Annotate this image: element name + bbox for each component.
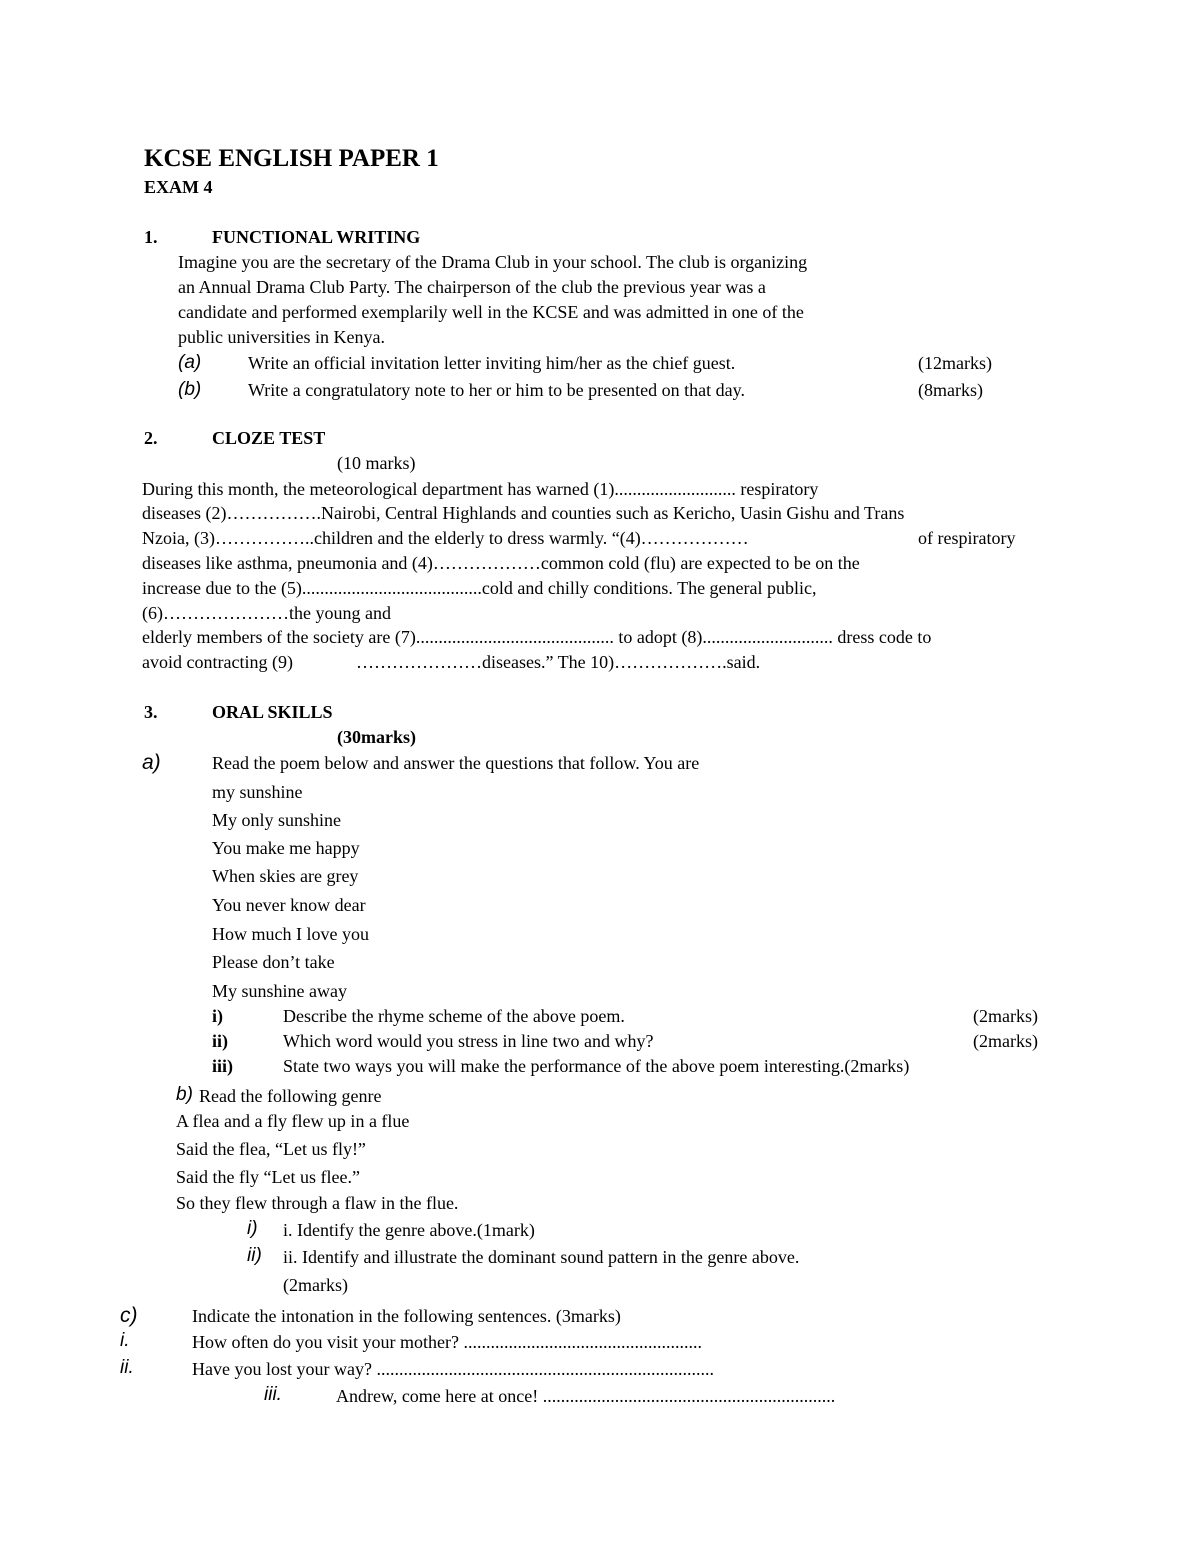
q3a-question-text: Which word would you stress in line two and why? — [283, 1031, 654, 1051]
poem-line: My sunshine away — [212, 981, 347, 1001]
cloze-line: …………………diseases.” The 10)……………….said. — [356, 652, 761, 672]
q3a-question-number: iii) — [212, 1056, 233, 1076]
poem-line: You make me happy — [212, 838, 360, 858]
cloze-line: diseases like asthma, pneumonia and (4)………………common cold (flu) are expected to be on the — [142, 553, 860, 573]
q1b-text: Write a congratulatory note to her or him to be presented on that day. — [248, 380, 745, 400]
poem-line: When skies are grey — [212, 866, 359, 886]
q3b-question-label: i) — [247, 1218, 258, 1239]
q3c-intro: Indicate the intonation in the following sentences. (3marks) — [192, 1306, 621, 1326]
genre-line: Said the flea, “Let us fly!” — [176, 1139, 366, 1159]
cloze-line: of respiratory — [918, 528, 1016, 548]
genre-line: So they flew through a flaw in the flue. — [176, 1193, 459, 1213]
exam-number: EXAM 4 — [144, 177, 213, 197]
q3a-label: a) — [142, 751, 161, 774]
poem-line: How much I love you — [212, 924, 369, 944]
q3c-item-text: Andrew, come here at once! ................................................................. — [336, 1386, 836, 1406]
q3a-question-text: Describe the rhyme scheme of the above poem. — [283, 1006, 625, 1026]
poem-line: You never know dear — [212, 895, 366, 915]
q3a-question-number: ii) — [212, 1031, 228, 1051]
q1b-label: (b) — [178, 379, 202, 400]
q1-text-line: Imagine you are the secretary of the Drama Club in your school. The club is organizing — [178, 252, 808, 272]
poem-line: My only sunshine — [212, 810, 342, 830]
cloze-line: avoid contracting (9) — [142, 652, 293, 672]
q3c-item-label: ii. — [120, 1357, 134, 1378]
cloze-line: diseases (2)…………….Nairobi, Central Highlands and counties such as Kericho, Uasin Gishu and Trans — [142, 503, 905, 523]
q1-number: 1. — [144, 227, 158, 247]
q3b-question-text: ii. Identify and illustrate the dominant sound pattern in the genre above. — [283, 1247, 800, 1267]
q1a-text: Write an official invitation letter inviting him/her as the chief guest. — [248, 353, 736, 373]
q1-heading: FUNCTIONAL WRITING — [212, 227, 421, 247]
q2-heading: CLOZE TEST — [212, 428, 326, 448]
cloze-line: During this month, the meteorological department has warned (1)........................... respiratory — [142, 479, 819, 499]
q1a-marks: (12marks) — [918, 353, 992, 373]
q3b-question-label: ii) — [247, 1245, 262, 1266]
cloze-line: Nzoia, (3)……………..children and the elderly to dress warmly. “(4)……………… — [142, 528, 749, 548]
q2-marks: (10 marks) — [337, 453, 416, 473]
q3a-question-marks: (2marks) — [973, 1006, 1038, 1026]
q3c-item-label: iii. — [264, 1384, 282, 1405]
q3a-question-number: i) — [212, 1006, 223, 1026]
q3b-label: b) — [176, 1084, 193, 1105]
q3b-marks: (2marks) — [283, 1275, 348, 1295]
q1-text-line: an Annual Drama Club Party. The chairperson of the club the previous year was a — [178, 277, 766, 297]
genre-line: A flea and a fly flew up in a flue — [176, 1111, 410, 1131]
q1b-marks: (8marks) — [918, 380, 983, 400]
q3b-intro: Read the following genre — [199, 1086, 382, 1106]
q3a-intro: Read the poem below and answer the questions that follow. You are — [212, 753, 700, 773]
q1-text-line: candidate and performed exemplarily well in the KCSE and was admitted in one of the — [178, 302, 804, 322]
q3-marks: (30marks) — [337, 727, 416, 747]
q3c-label: c) — [120, 1304, 138, 1327]
cloze-line: (6)…………………the young and — [142, 603, 391, 623]
q1a-label: (a) — [178, 352, 202, 373]
q3c-item-text: Have you lost your way? ........................................................................... — [192, 1359, 714, 1379]
poem-line: my sunshine — [212, 782, 303, 802]
page-title: KCSE ENGLISH PAPER 1 — [144, 145, 439, 172]
q3a-question-text: State two ways you will make the performance of the above poem interesting.(2marks) — [283, 1056, 910, 1076]
q1-text-line: public universities in Kenya. — [178, 327, 385, 347]
q3c-item-text: How often do you visit your mother? ..................................................... — [192, 1332, 702, 1352]
cloze-line: increase due to the (5)........................................cold and chilly conditions. The general public, — [142, 578, 817, 598]
cloze-line: elderly members of the society are (7)............................................ to adopt (8)............................. dress code to — [142, 627, 932, 647]
poem-line: Please don’t take — [212, 952, 335, 972]
q3a-question-marks: (2marks) — [973, 1031, 1038, 1051]
q3-heading: ORAL SKILLS — [212, 702, 333, 722]
q3c-item-label: i. — [120, 1330, 130, 1351]
q3b-question-text: i. Identify the genre above.(1mark) — [283, 1220, 535, 1240]
q2-number: 2. — [144, 428, 158, 448]
genre-line: Said the fly “Let us flee.” — [176, 1167, 360, 1187]
q3-number: 3. — [144, 702, 158, 722]
